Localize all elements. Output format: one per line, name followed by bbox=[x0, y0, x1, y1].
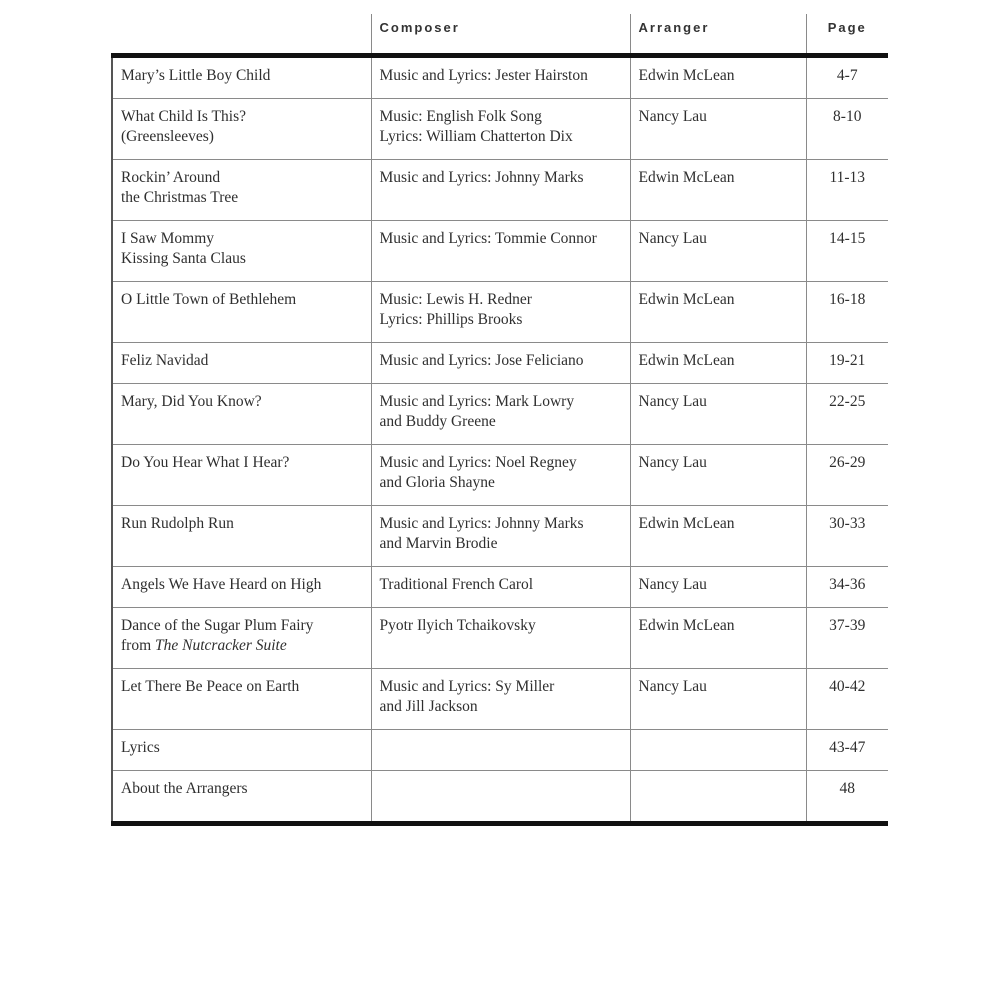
arranger-cell bbox=[630, 771, 806, 824]
composer-cell bbox=[371, 221, 630, 282]
page-range: 19-21 bbox=[806, 343, 888, 384]
song-title-line: Let There Be Peace on Earth bbox=[121, 678, 300, 695]
header-title bbox=[112, 14, 371, 56]
song-title-line: Mary, Did You Know? bbox=[121, 393, 262, 410]
song-title bbox=[112, 730, 371, 771]
song-title bbox=[112, 99, 371, 160]
song-title-line: Angels We Have Heard on High bbox=[121, 576, 322, 593]
arranger-cell: Nancy Lau bbox=[630, 384, 806, 445]
song-title bbox=[112, 669, 371, 730]
composer-line: Music and Lyrics: Noel Regney bbox=[379, 454, 577, 471]
composer-cell bbox=[371, 730, 630, 771]
arranger-cell: Edwin McLean bbox=[630, 56, 806, 99]
composer-cell bbox=[371, 160, 630, 221]
song-title bbox=[112, 384, 371, 445]
arranger-cell: Edwin McLean bbox=[630, 506, 806, 567]
composer-line: Music and Lyrics: Jester Hairston bbox=[379, 67, 588, 84]
composer-line: Music and Lyrics: Johnny Marks bbox=[379, 515, 584, 532]
arranger-cell: Edwin McLean bbox=[630, 160, 806, 221]
song-title bbox=[112, 771, 371, 824]
composer-line: and Buddy Greene bbox=[379, 413, 496, 430]
song-title bbox=[112, 56, 371, 99]
table-row bbox=[112, 506, 888, 567]
page-range: 8-10 bbox=[806, 99, 888, 160]
song-title-line: Lyrics bbox=[121, 739, 160, 756]
arranger-cell: Nancy Lau bbox=[630, 221, 806, 282]
page-range: 48 bbox=[806, 771, 888, 824]
page-range: 14-15 bbox=[806, 221, 888, 282]
table-row bbox=[112, 608, 888, 669]
header-page: Page bbox=[806, 14, 888, 56]
composer-line: Lyrics: William Chatterton Dix bbox=[379, 128, 573, 145]
composer-cell bbox=[371, 506, 630, 567]
composer-line: Music and Lyrics: Sy Miller bbox=[379, 678, 555, 695]
song-title-line: Run Rudolph Run bbox=[121, 515, 234, 532]
contents-table bbox=[111, 14, 888, 826]
arranger-cell: Edwin McLean bbox=[630, 343, 806, 384]
table-row bbox=[112, 99, 888, 160]
composer-line: Traditional French Carol bbox=[379, 576, 534, 593]
page-range: 26-29 bbox=[806, 445, 888, 506]
song-title-line: About the Arrangers bbox=[121, 780, 248, 797]
composer-cell bbox=[371, 99, 630, 160]
table-row bbox=[112, 160, 888, 221]
composer-line: Pyotr Ilyich Tchaikovsky bbox=[379, 617, 536, 634]
work-title: The Nutcracker Suite bbox=[155, 637, 287, 654]
composer-cell bbox=[371, 445, 630, 506]
song-title bbox=[112, 567, 371, 608]
table-row bbox=[112, 282, 888, 343]
table-row bbox=[112, 221, 888, 282]
header-arranger: Arranger bbox=[630, 14, 806, 56]
song-title-line: What Child Is This? bbox=[121, 108, 246, 125]
composer-line: and Gloria Shayne bbox=[379, 474, 495, 491]
table-row bbox=[112, 567, 888, 608]
page-range: 43-47 bbox=[806, 730, 888, 771]
composer-cell bbox=[371, 567, 630, 608]
song-title bbox=[112, 506, 371, 567]
arranger-cell: Nancy Lau bbox=[630, 567, 806, 608]
table-row bbox=[112, 384, 888, 445]
composer-cell bbox=[371, 343, 630, 384]
page-range: 11-13 bbox=[806, 160, 888, 221]
page-range: 34-36 bbox=[806, 567, 888, 608]
song-title-line: (Greensleeves) bbox=[121, 128, 214, 145]
song-title-line: Dance of the Sugar Plum Fairy bbox=[121, 617, 314, 634]
arranger-cell: Nancy Lau bbox=[630, 99, 806, 160]
arranger-cell: Edwin McLean bbox=[630, 282, 806, 343]
table-row bbox=[112, 445, 888, 506]
song-title-line: Mary’s Little Boy Child bbox=[121, 67, 271, 84]
arranger-cell: Edwin McLean bbox=[630, 608, 806, 669]
composer-line: Music and Lyrics: Johnny Marks bbox=[379, 169, 584, 186]
composer-cell bbox=[371, 384, 630, 445]
song-title-line: Rockin’ Around bbox=[121, 169, 221, 186]
song-title-line: the Christmas Tree bbox=[121, 189, 239, 206]
arranger-cell: Nancy Lau bbox=[630, 669, 806, 730]
page-range: 4-7 bbox=[806, 56, 888, 99]
composer-cell bbox=[371, 771, 630, 824]
song-title-line: O Little Town of Bethlehem bbox=[121, 291, 297, 308]
table-body bbox=[112, 56, 888, 824]
table-row bbox=[112, 730, 888, 771]
page-range: 22-25 bbox=[806, 384, 888, 445]
song-title bbox=[112, 445, 371, 506]
song-title bbox=[112, 160, 371, 221]
composer-line: and Marvin Brodie bbox=[379, 535, 498, 552]
song-title-line: Do You Hear What I Hear? bbox=[121, 454, 290, 471]
composer-cell bbox=[371, 608, 630, 669]
composer-line: Music and Lyrics: Mark Lowry bbox=[379, 393, 575, 410]
composer-cell bbox=[371, 282, 630, 343]
table-row bbox=[112, 669, 888, 730]
composer-line: Lyrics: Phillips Brooks bbox=[379, 311, 523, 328]
song-title-line: I Saw Mommy bbox=[121, 230, 214, 247]
composer-cell bbox=[371, 669, 630, 730]
arranger-cell bbox=[630, 730, 806, 771]
song-title bbox=[112, 608, 371, 669]
table-header bbox=[112, 14, 888, 56]
composer-line: and Jill Jackson bbox=[379, 698, 478, 715]
table-row bbox=[112, 343, 888, 384]
header-composer: Composer bbox=[371, 14, 630, 56]
song-title bbox=[112, 343, 371, 384]
song-title-line: from The Nutcracker Suite bbox=[121, 637, 287, 654]
song-title bbox=[112, 221, 371, 282]
composer-line: Music and Lyrics: Tommie Connor bbox=[379, 230, 597, 247]
page-range: 40-42 bbox=[806, 669, 888, 730]
arranger-cell: Nancy Lau bbox=[630, 445, 806, 506]
page-range: 30-33 bbox=[806, 506, 888, 567]
table-row bbox=[112, 771, 888, 824]
composer-line: Music and Lyrics: Jose Feliciano bbox=[379, 352, 584, 369]
composer-cell bbox=[371, 56, 630, 99]
page-range: 37-39 bbox=[806, 608, 888, 669]
song-title-line: Feliz Navidad bbox=[121, 352, 209, 369]
table-row bbox=[112, 56, 888, 99]
page-range: 16-18 bbox=[806, 282, 888, 343]
composer-line: Music: Lewis H. Redner bbox=[379, 291, 532, 308]
song-title-line: Kissing Santa Claus bbox=[121, 250, 246, 267]
song-title bbox=[112, 282, 371, 343]
composer-line: Music: English Folk Song bbox=[379, 108, 542, 125]
